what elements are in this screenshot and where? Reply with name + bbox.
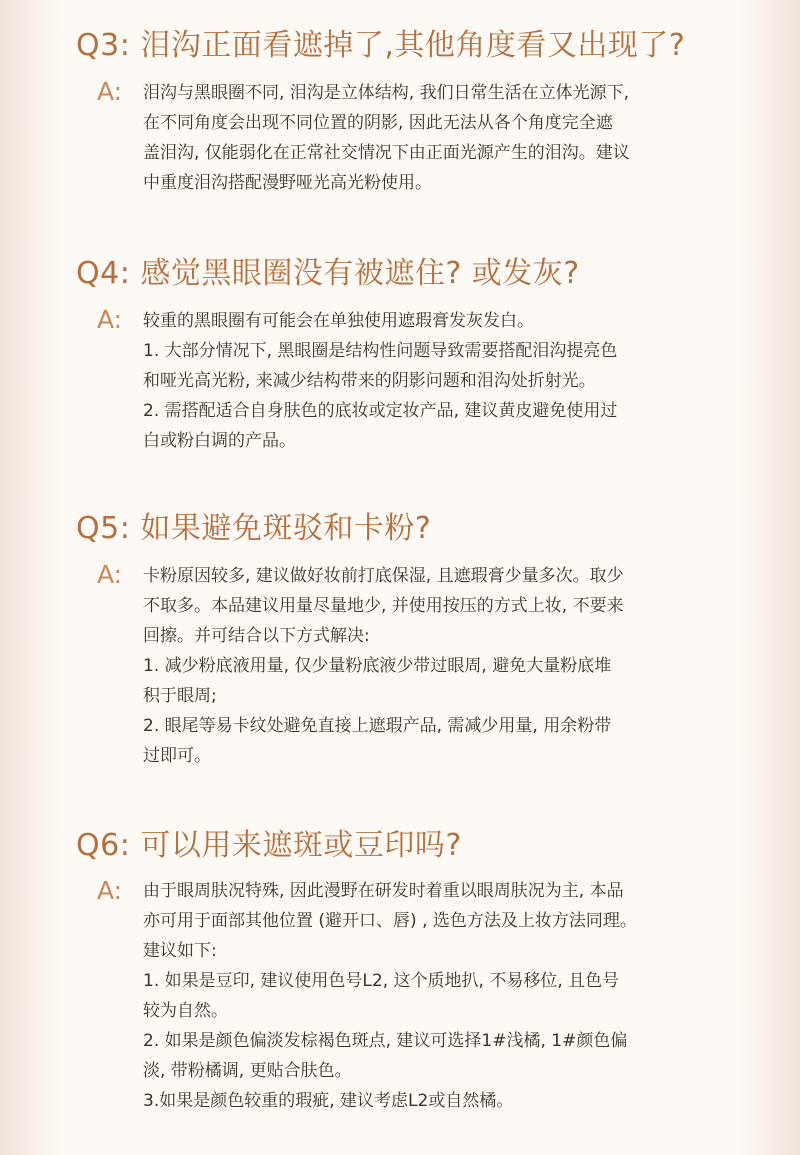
answer-label: A: xyxy=(97,305,123,334)
answer-line: 1. 大部分情况下, 黑眼圈是结构性问题导致需要搭配泪沟提亮色 xyxy=(143,341,618,361)
answer-line: 盖泪沟, 仅能弱化在正常社交情况下由正面光源产生的泪沟。建议 xyxy=(143,143,630,163)
answer-line: 不取多。本品建议用量尽量地少, 并使用按压的方式上妆, 不要来 xyxy=(143,596,624,616)
answer-line: 中重度泪沟搭配漫野哑光高光粉使用。 xyxy=(143,173,432,193)
answer-line: 淡, 带粉橘调, 更贴合肤色。 xyxy=(143,1061,352,1081)
answer-line: 2. 需搭配适合自身肤色的底妆或定妆产品, 建议黄皮避免使用过 xyxy=(143,401,618,421)
answer-line: 卡粉原因较多, 建议做好妆前打底保湿, 且遮瑕膏少量多次。取少 xyxy=(143,566,624,586)
question-heading: Q6: 可以用来遮斑或豆印吗? xyxy=(76,828,462,863)
answer-line: 1. 如果是豆印, 建议使用色号L2, 这个质地扒, 不易移位, 且色号 xyxy=(143,971,620,991)
answer-line: 白或粉白调的产品。 xyxy=(143,431,296,451)
answer-line: 由于眼周肤况特殊, 因此漫野在研发时着重以眼周肤况为主, 本品 xyxy=(143,881,624,901)
answer-line: 积于眼周; xyxy=(143,686,217,706)
answer-line: 2. 如果是颜色偏淡发棕褐色斑点, 建议可选择1#浅橘, 1#颜色偏 xyxy=(143,1031,628,1051)
answer-text xyxy=(143,78,723,198)
answer-text xyxy=(143,306,723,456)
answer-line: 和哑光高光粉, 来减少结构带来的阴影问题和泪沟处折射光。 xyxy=(143,371,596,391)
answer-line: 回擦。并可结合以下方式解决: xyxy=(143,626,370,646)
question-heading: Q5: 如果避免斑驳和卡粉? xyxy=(76,511,432,546)
answer-line: 过即可。 xyxy=(143,746,211,766)
answer-line: 建议如下: xyxy=(143,941,217,961)
answer-line: 2. 眼尾等易卡纹处避免直接上遮瑕产品, 需减少用量, 用余粉带 xyxy=(143,716,612,736)
answer-line: 3.如果是颜色较重的瑕疵, 建议考虑L2或自然橘。 xyxy=(143,1091,514,1111)
question-heading: Q4: 感觉黑眼圈没有被遮住? 或发灰? xyxy=(76,256,580,291)
answer-label: A: xyxy=(97,77,123,106)
answer-line: 亦可用于面部其他位置 (避开口、唇) , 选色方法及上妆方法同理。 xyxy=(143,911,637,931)
question-heading: Q3: 泪沟正面看遮掉了,其他角度看又出现了? xyxy=(76,28,686,63)
answer-line: 在不同角度会出现不同位置的阴影, 因此无法从各个角度完全遮 xyxy=(143,113,613,133)
answer-label: A: xyxy=(97,560,123,589)
answer-text xyxy=(143,561,723,771)
answer-label: A: xyxy=(97,876,123,905)
answer-line: 泪沟与黑眼圈不同, 泪沟是立体结构, 我们日常生活在立体光源下, xyxy=(143,83,630,103)
answer-text xyxy=(143,876,723,1116)
answer-line: 较重的黑眼圈有可能会在单独使用遮瑕膏发灰发白。 xyxy=(143,311,534,331)
answer-line: 1. 减少粉底液用量, 仅少量粉底液少带过眼周, 避免大量粉底堆 xyxy=(143,656,612,676)
answer-line: 较为自然。 xyxy=(143,1001,228,1021)
